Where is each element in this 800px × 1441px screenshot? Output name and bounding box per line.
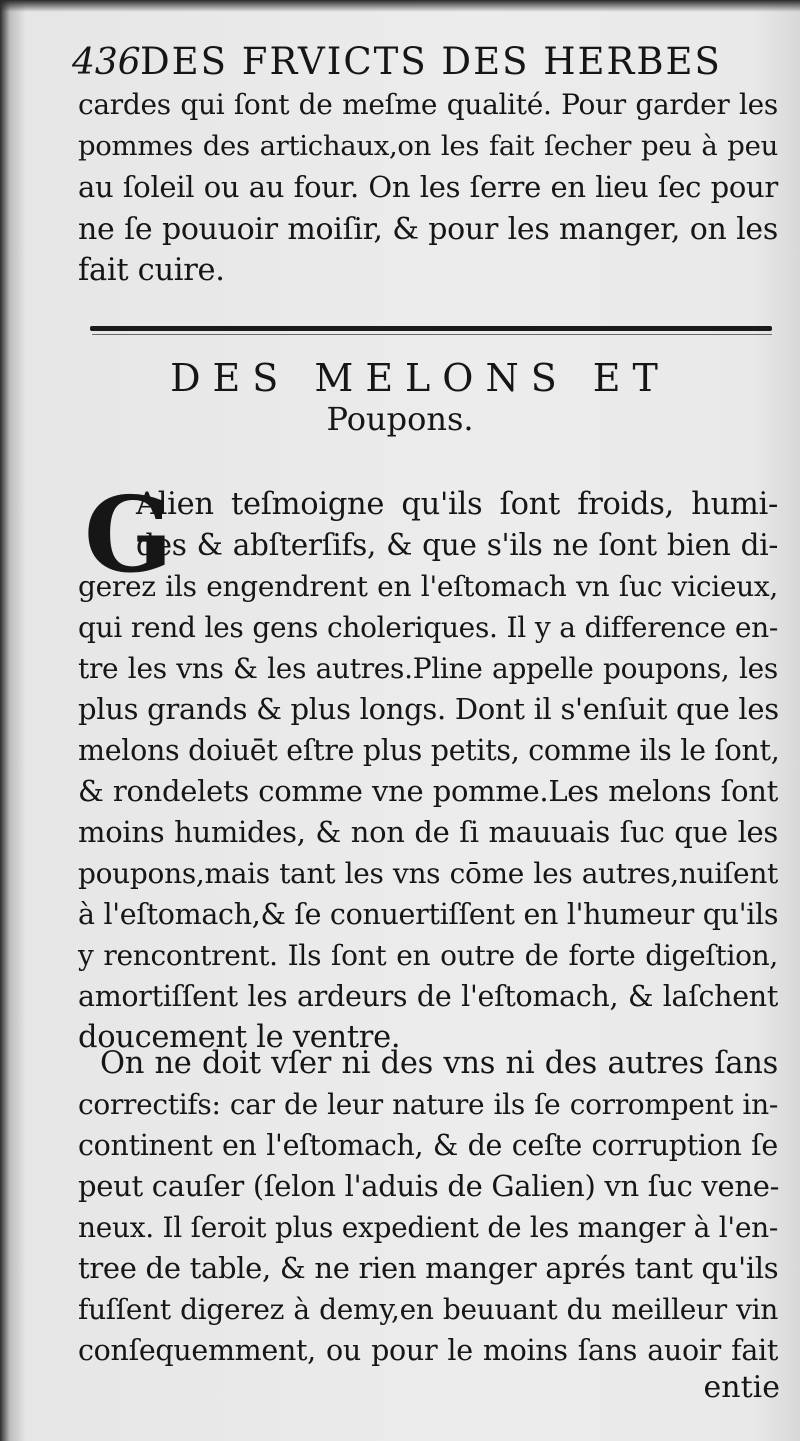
paragraph-2 [78,1043,778,1371]
text-line: des & abſterſifs, & que s'ils ne ſont bien di- [136,528,778,562]
text-line: à l'eſtomach,& ſe conuertiſſent en l'humeur qu'ils [78,898,779,931]
paragraph-1 [78,473,780,1058]
page-edge-shadow [0,0,800,12]
text-line: peut cauſer (ſelon l'aduis de Galien) vn ſuc vene- [78,1169,780,1203]
chapter-title: DES MELONS ET [170,356,670,400]
text-line: doucement le ventre. [78,1020,401,1055]
text-line: On ne doit vſer ni des vns ni des autres ſans [100,1046,778,1081]
text-line: poupons,mais tant les vns cōme les autres,nuiſent [78,857,778,890]
text-line: plus grands & plus longs. Dont il s'enſuit que les [78,692,779,726]
text-line: ne ſe pouuoir moiſir, & pour les manger, on les [78,211,778,247]
text-line: pommes des artichaux,on les fait ſecher peu à peu [78,129,778,162]
text-line: Alien teſmoigne qu'ils ſont froids, humi- [136,487,778,522]
text-line: tree de table, & ne rien manger aprés tant qu'ils [78,1251,779,1285]
text-line: amortiſſent les ardeurs de l'eſtomach, & laſchent [78,980,778,1013]
text-line: fuſſent digerez à demy,en beuuant du meilleur vin [78,1293,778,1326]
text-line: conſequemment, ou pour le moins ſans auoir fait [78,1334,778,1367]
text-line: gerez ils engendrent en l'eſtomach vn ſuc vicieux, [78,570,778,603]
text-line: tre les vns & les autres.Pline appelle poupons, les [78,652,778,685]
page-number: 436 [72,42,141,83]
drop-cap: G [84,473,173,596]
section-divider [90,326,772,331]
text-line: moins humides, & non de ſi mauuais ſuc que les [78,815,778,849]
section-divider-thin [92,334,772,335]
catchword: entie [703,1370,780,1405]
text-line: neux. Il ſeroit plus expedient de les manger à l'en- [78,1211,778,1244]
text-line: au ſoleil ou au four. On les ſerre en lieu ſec pour [78,170,778,204]
text-line: cardes qui ſont de meſme qualité. Pour garder les [78,88,778,121]
text-line: y rencontrent. Ils ſont en outre de forte digeſtion, [78,939,778,972]
text-line: continent en l'eſtomach, & de ceſte corruption ſe [78,1129,778,1162]
previous-section-text [78,84,778,292]
text-line: melons doiuēt eſtre plus petits, comme ils le ſont, [78,734,780,767]
text-line: & rondelets comme vne pomme.Les melons ſont [78,774,778,808]
text-line: correctifs: car de leur nature ils ſe corrompent in- [78,1088,778,1121]
running-title: DES FRVICTS DES HERBES [140,40,722,83]
text-line: fait cuire. [78,253,225,288]
text-line: qui rend les gens choleriques. Il y a difference en- [78,611,778,644]
chapter-subtitle: Poupons. [326,400,474,438]
